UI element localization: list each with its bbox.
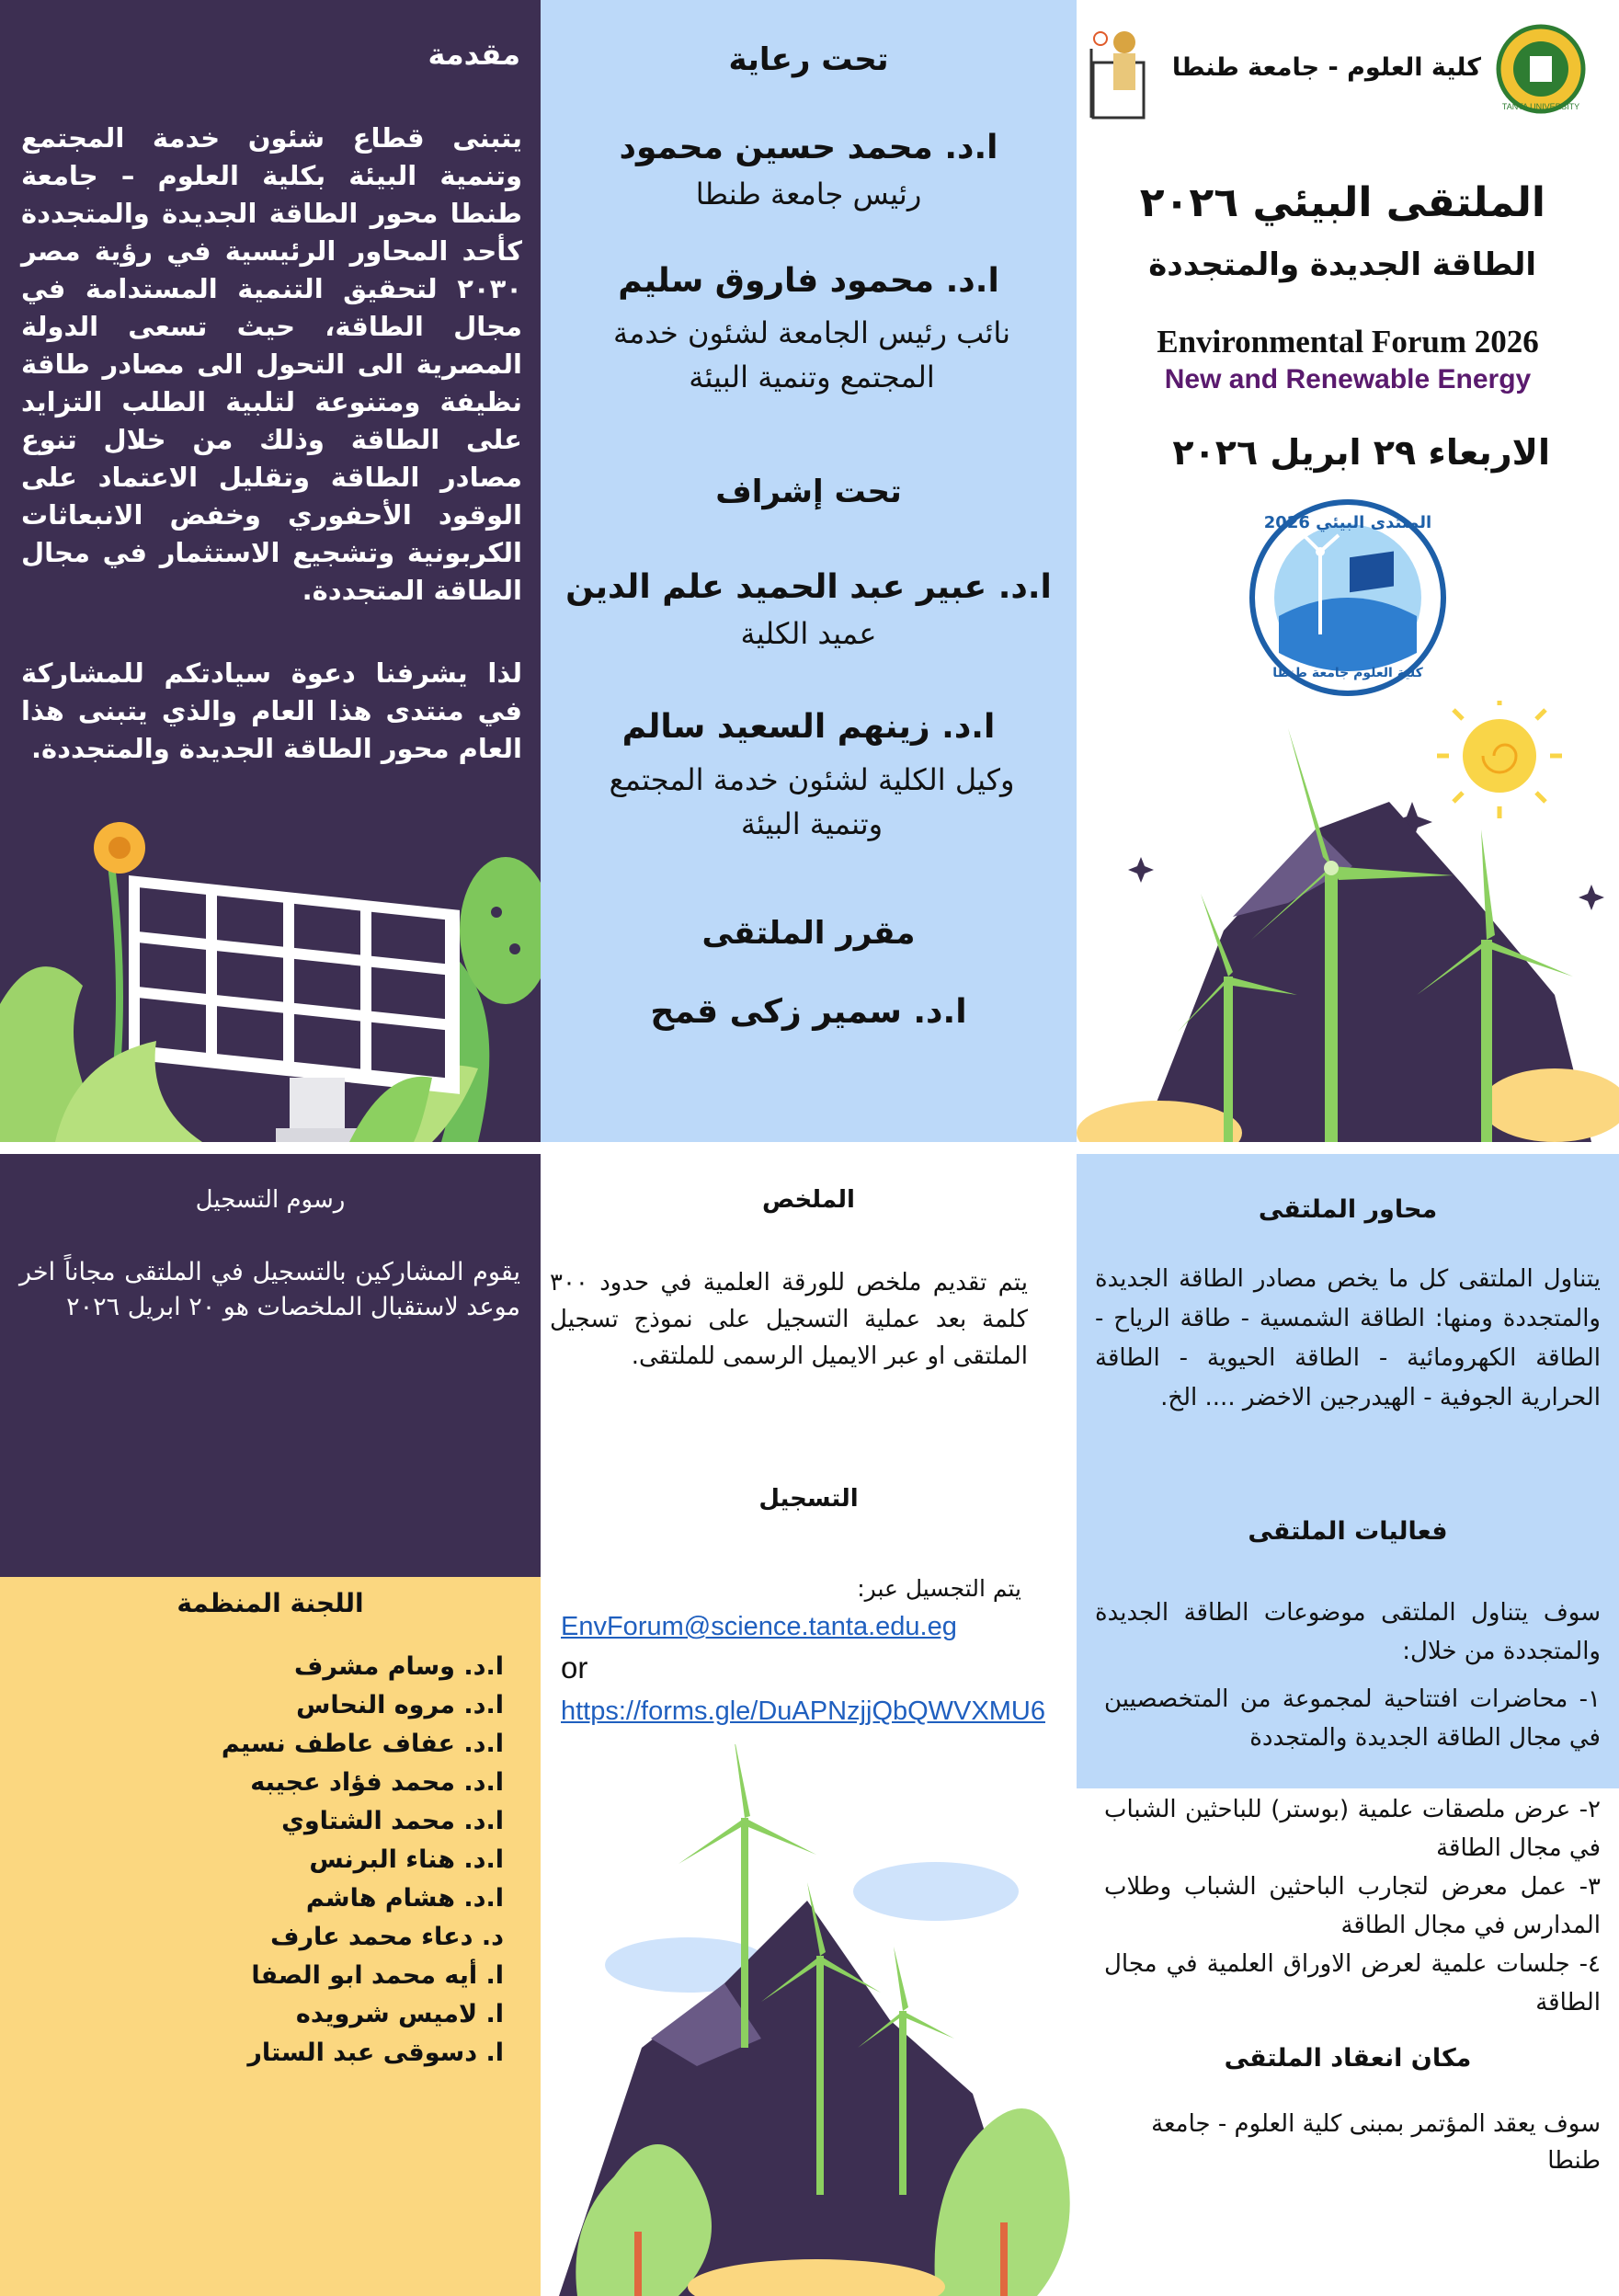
registration-form-link[interactable]: https://forms.gle/DuAPNzjjQbQWVXMU6 — [561, 1696, 1045, 1726]
turbines-trees-illustration — [541, 1744, 1077, 2296]
forum-subtitle-en: New and Renewable Energy — [1164, 364, 1532, 394]
committee-heading: اللجنة المنظمة — [177, 1588, 364, 1618]
committee-member: ا.د. محمد فؤاد عجيبه — [250, 1768, 504, 1797]
rapporteur-heading: مقرر الملتقى — [701, 915, 916, 952]
supervisor-1-name: ا.د. عبير عبد الحميد علم الدين — [565, 568, 1052, 606]
axes-heading: محاور الملتقى — [1258, 1195, 1438, 1224]
committee-member: ا.د. وسام مشرف — [293, 1652, 504, 1681]
under-supervision-heading: تحت إشراف — [715, 474, 902, 510]
forum-axes-continued — [1077, 1788, 1619, 2296]
committee-member: ا.د. هناء البرنس — [309, 1845, 504, 1874]
forum-logo-bottom-text: كلية العلوم جامعة طنطا — [1272, 666, 1423, 680]
intro-paragraph: يتبنى قطاع شئون خدمة المجتمع وتنمية البيئة بكلية العلوم – جامعة طنطا محور الطاقة الجديدة والمتجددة كأحد المحاور الرئيسية في رؤية مصر ٢٠٣٠ لتحقيق التنمية المستدامة في مجال الطاقة، حيث تسعى الدولة المصرية الى التحول الى مصادر طاقة نظيفة ومتنوعة لتلبية الطلب التزايد على الطاقة وذلك من خلال تنوع مصادر الطاقة وتقليل الاعتماد على الوقود الأحفوري وخفض الانبعاثات الكربونية وتشجيع الاستثمار في مجال الطاقة المتجددة. — [21, 122, 522, 606]
event-item: ٢- عرض ملصقات علمية (بوستر) للباحثين الشباب في مجال الطاقة — [1104, 1796, 1601, 1862]
faculty-name: كلية العلوم - جامعة طنطا — [1171, 53, 1481, 82]
rapporteur-name: ا.د. سمير زكى قمح — [650, 993, 967, 1031]
forum-title-en: Environmental Forum 2026 — [1157, 324, 1539, 360]
patron-1-title: رئيس جامعة طنطا — [695, 177, 922, 211]
committee-member: ا.د. عفاف عاطف نسيم — [221, 1730, 504, 1758]
organizing-committee-panel — [0, 1577, 541, 2296]
registration-heading: التسجيل — [758, 1485, 859, 1513]
axes-text: يتناول الملتقى كل ما يخص مصادر الطاقة الجديدة والمتجددة ومنها: الطاقة الشمسية - طاقة الرياح - الطاقة الكهرومائية - الطاقة الحيوية - الطاقة الحرارية الجوفية - الهيدرجين الاخضر .... الخ. — [1095, 1265, 1601, 1411]
registration-fees-panel — [0, 1154, 541, 1577]
pharaoh-figure-icon — [1086, 26, 1159, 122]
univ-logo-text: TANTA UNIVERSITY — [1501, 102, 1580, 111]
forum-logo — [1247, 497, 1449, 699]
patron-2-name: ا.د. محمود فاروق سليم — [618, 262, 999, 300]
committee-member: ا. أيه محمد ابو الصفا — [251, 1961, 504, 1990]
event-item: ١- محاضرات افتتاحية لمجموعة من المتخصصيين في مجال الطاقة الجديدة والمتجددة — [1104, 1685, 1601, 1752]
forum-subtitle-ar: الطاقة الجديدة والمتجددة — [1148, 246, 1536, 283]
fees-text: يقوم المشاركين بالتسجيل في الملتقى مجاناً اخر موعد لاستقبال الملخصات هو ٢٠ ابريل ٢٠٢٦ — [19, 1258, 520, 1321]
intro-heading: مقدمة — [428, 37, 520, 72]
committee-member: ا.د. مروه النحاس — [296, 1691, 504, 1719]
supervisor-2-title: وكيل الكلية لشئون خدمة المجتمع وتنمية البيئة — [609, 762, 1015, 841]
events-heading: فعاليات الملتقى — [1248, 1517, 1448, 1546]
solar-panel-illustration — [0, 774, 541, 1142]
patron-2-title: نائب رئيس الجامعة لشئون خدمة المجتمع وتنمية البيئة — [612, 315, 1011, 394]
forum-title-ar: الملتقى البيئي ٢٠٢٦ — [1139, 179, 1545, 226]
forum-axes-panel — [1077, 1154, 1619, 1788]
supervisor-2-name: ا.د. زينهم السعيد سالم — [621, 708, 996, 746]
patronage-panel — [541, 0, 1077, 1142]
forum-logo-top-text: المنتدى البيئي 2026 — [1263, 513, 1432, 532]
abstract-registration-panel — [541, 1154, 1077, 2296]
events-intro: سوف يتناول الملتقى موضوعات الطاقة الجديدة والمتجددة من خلال: — [1095, 1599, 1601, 1665]
committee-member: ا. دسوقى عبد الستار — [247, 2039, 504, 2067]
forum-date: الاربعاء ٢٩ ابريل ٢٠٢٦ — [1172, 432, 1550, 473]
registration-instruction: يتم التجسيل عبر: — [857, 1575, 1021, 1602]
committee-member: ا.د. محمد الشتاوي — [281, 1807, 504, 1835]
event-item: ٣- عمل معرض لتجارب الباحثين الشباب وطلاب المدارس في مجال الطاقة — [1104, 1873, 1601, 1939]
intro-invitation: لذا يشرفنا دعوة سيادتكم للمشاركة في منتدى هذا العام والذي يتبنى هذا العام محور الطاقة الجديدة والمتجددة. — [21, 657, 522, 764]
registration-email-link[interactable]: EnvForum@science.tanta.edu.eg — [561, 1612, 957, 1641]
fees-heading: رسوم التسجيل — [195, 1186, 346, 1214]
intro-panel — [0, 0, 541, 1142]
supervisor-1-title: عميد الكلية — [740, 616, 877, 651]
event-item: ٤- جلسات علمية لعرض الاوراق العلمية في مجال الطاقة — [1104, 1950, 1601, 2016]
cover-panel — [1077, 0, 1619, 1142]
tanta-university-logo — [1495, 23, 1587, 115]
wind-turbine-mountain-illustration — [1077, 701, 1619, 1142]
or-text: or — [561, 1651, 588, 1685]
under-patronage-heading: تحت رعاية — [728, 41, 889, 78]
abstract-heading: الملخص — [762, 1186, 855, 1214]
committee-member: ا. لاميس شرويده — [295, 2000, 504, 2028]
abstract-text: يتم تقديم ملخص للورقة العلمية في حدود ٣٠٠ كلمة بعد عملية التسجيل على نموذج تسجيل الملتقى او عبر الايميل الرسمى للملتقى. — [550, 1269, 1028, 1370]
venue-text: سوف يعقد المؤتمر بمبنى كلية العلوم - جامعة طنطا — [1151, 2110, 1601, 2175]
committee-member: د. دعاء محمد عارف — [270, 1923, 504, 1951]
patron-1-name: ا.د. محمد حسين محمود — [619, 129, 998, 166]
venue-heading: مكان انعقاد الملتقى — [1224, 2044, 1472, 2073]
committee-member: ا.د. هشام هاشم — [305, 1884, 504, 1913]
